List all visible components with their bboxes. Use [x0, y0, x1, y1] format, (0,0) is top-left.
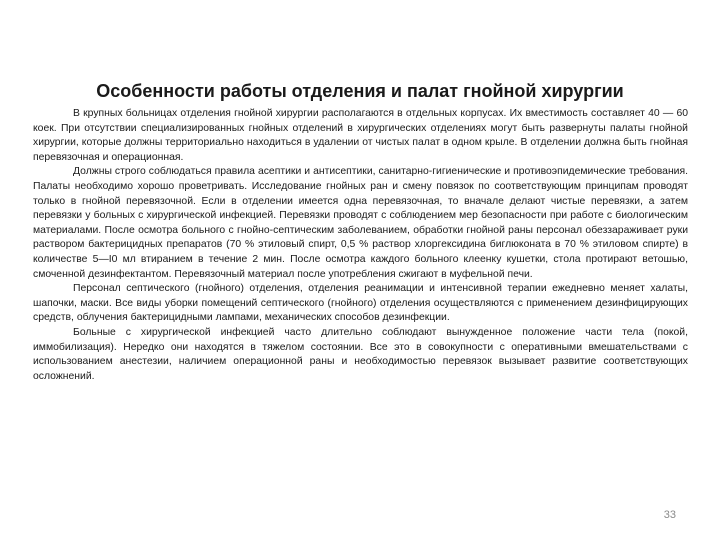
paragraph-departments: В крупных больницах отделения гнойной хирургии располагаются в отдельных корпусах. Их вместимость составляет 40 — 60 коек. При отсутствии специализированных гнойных отделений в хирургических отделениях могут быть развернуты палаты гнойной хирургии, которые должны территориально находиться в удалении от чистых палат в одном крыле. В отделении должна быть гнойная перевязочная и операционная. [33, 108, 688, 163]
paragraph-asepsis-rules: Должны строго соблюдаться правила асептики и антисептики, санитарно-гигиенические и противоэпидемические требования. Палаты необходимо хорошо проветривать. Исследование гнойных ран и смену повязок по соответствующим принципам проводят только в гнойной перевязочной. Если в отделении имеется одна перевязочная, то вначале делают чистые перевязки, а затем перевязки у больных с хирургической инфекцией. Перевязки проводят с соблюдением мер безопасности при работе с биологическим материалами. После осмотра больного с гнойно-септическим заболеванием, обработки гнойной раны персонал обеззараживает руки раствором бактерицидных препаратов (70 % этиловый спирт, 0,5 % раствор хлоргексидина биглюконата в 70 % этиловом спирте) в количестве 5—I0 мл втиранием в течение 2 мин. После осмотра каждого больного клеенку кушетки, стола протирают ветошью, смоченной дезинфектантом. Перевязочный материал после употребления сжигают в муфельной печи. [33, 166, 688, 280]
slide-title: Особенности работы отделения и палат гнойной хирургии [96, 81, 624, 101]
paragraph-staff-hygiene: Персонал септического (гнойного) отделения, отделения реанимации и интенсивной терапии ежедневно меняет халаты, шапочки, маски. Все виды уборки помещений септического (гнойного) отделения осуществляются с применением дезинфицирующих средств, облучения бактерицидными лампами, механических способов дезинфекции. [33, 283, 688, 324]
paragraph-patient-complications: Больные с хирургической инфекцией часто длительно соблюдают вынужденное положение части тела (покой, иммобилизация). Нередко они находятся в тяжелом состоянии. Все это в совокупности с оперативными вмешательствами с использованием анестезии, наличием операционной раны и необходимостью перевязок вызывает развитие соответствующих осложнений. [33, 326, 688, 382]
page-number: 33 [663, 509, 676, 521]
slide-body [33, 107, 688, 384]
